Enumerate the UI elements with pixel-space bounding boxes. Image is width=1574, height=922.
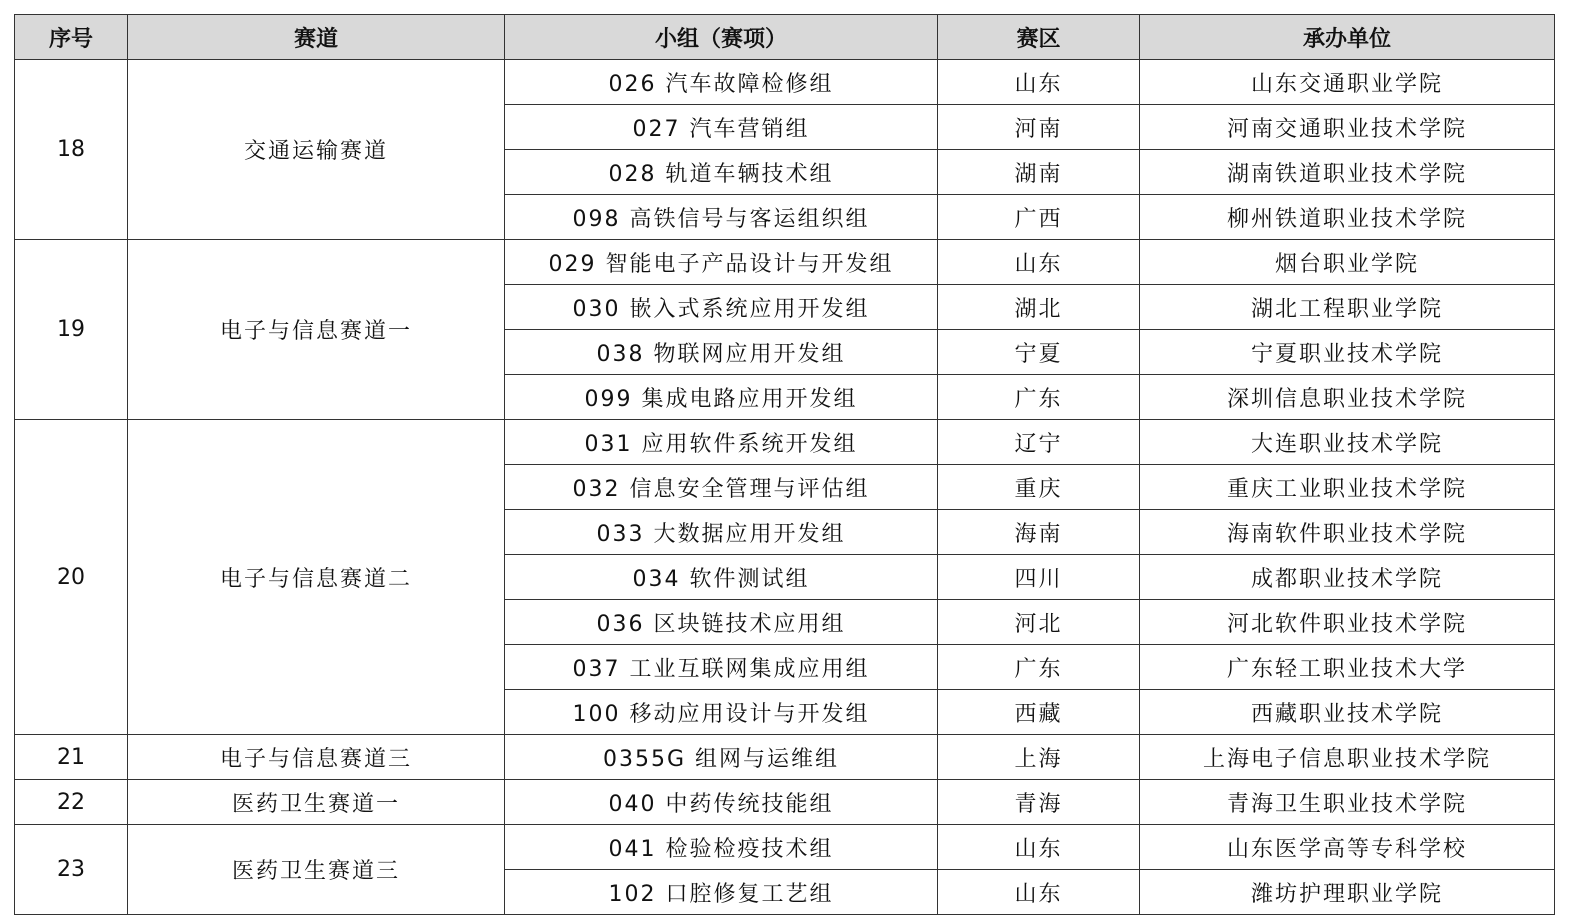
cell-region: 广东 — [938, 645, 1140, 690]
cell-org: 上海电子信息职业技术学院 — [1140, 735, 1555, 780]
cell-region: 重庆 — [938, 465, 1140, 510]
cell-region: 海南 — [938, 510, 1140, 555]
cell-org: 湖北工程职业学院 — [1140, 285, 1555, 330]
header-org: 承办单位 — [1140, 15, 1555, 60]
table-row — [15, 420, 1555, 465]
cell-org: 青海卫生职业技术学院 — [1140, 780, 1555, 825]
cell-seq: 22 — [15, 780, 128, 825]
cell-group: 0355G 组网与运维组 — [505, 735, 938, 780]
header-track: 赛道 — [128, 15, 505, 60]
cell-org: 湖南铁道职业技术学院 — [1140, 150, 1555, 195]
cell-group: 099 集成电路应用开发组 — [505, 375, 938, 420]
cell-org: 重庆工业职业技术学院 — [1140, 465, 1555, 510]
cell-track: 电子与信息赛道一 — [128, 240, 505, 420]
cell-group: 102 口腔修复工艺组 — [505, 870, 938, 915]
cell-region: 湖北 — [938, 285, 1140, 330]
header-seq: 序号 — [15, 15, 128, 60]
cell-org: 河南交通职业技术学院 — [1140, 105, 1555, 150]
cell-region: 山东 — [938, 825, 1140, 870]
cell-region: 宁夏 — [938, 330, 1140, 375]
cell-track: 交通运输赛道 — [128, 60, 505, 240]
cell-group: 030 嵌入式系统应用开发组 — [505, 285, 938, 330]
cell-track: 医药卫生赛道三 — [128, 825, 505, 915]
cell-org: 宁夏职业技术学院 — [1140, 330, 1555, 375]
cell-region: 青海 — [938, 780, 1140, 825]
cell-region: 广西 — [938, 195, 1140, 240]
table-row — [15, 825, 1555, 870]
cell-group: 036 区块链技术应用组 — [505, 600, 938, 645]
cell-org: 广东轻工职业技术大学 — [1140, 645, 1555, 690]
cell-org: 河北软件职业技术学院 — [1140, 600, 1555, 645]
table-header — [15, 15, 1555, 60]
cell-group: 028 轨道车辆技术组 — [505, 150, 938, 195]
header-region: 赛区 — [938, 15, 1140, 60]
cell-seq: 20 — [15, 420, 128, 735]
cell-group: 037 工业互联网集成应用组 — [505, 645, 938, 690]
cell-seq: 19 — [15, 240, 128, 420]
cell-group: 029 智能电子产品设计与开发组 — [505, 240, 938, 285]
cell-org: 成都职业技术学院 — [1140, 555, 1555, 600]
cell-region: 上海 — [938, 735, 1140, 780]
cell-track: 医药卫生赛道一 — [128, 780, 505, 825]
cell-track: 电子与信息赛道三 — [128, 735, 505, 780]
cell-group: 041 检验检疫技术组 — [505, 825, 938, 870]
cell-group: 038 物联网应用开发组 — [505, 330, 938, 375]
cell-org: 柳州铁道职业技术学院 — [1140, 195, 1555, 240]
cell-org: 深圳信息职业技术学院 — [1140, 375, 1555, 420]
cell-group: 034 软件测试组 — [505, 555, 938, 600]
cell-group: 031 应用软件系统开发组 — [505, 420, 938, 465]
table-row — [15, 735, 1555, 780]
cell-region: 四川 — [938, 555, 1140, 600]
table-row — [15, 60, 1555, 105]
cell-group: 100 移动应用设计与开发组 — [505, 690, 938, 735]
cell-region: 西藏 — [938, 690, 1140, 735]
cell-region: 山东 — [938, 60, 1140, 105]
cell-seq: 21 — [15, 735, 128, 780]
cell-org: 潍坊护理职业学院 — [1140, 870, 1555, 915]
cell-region: 山东 — [938, 870, 1140, 915]
header-row — [15, 15, 1555, 60]
cell-group: 027 汽车营销组 — [505, 105, 938, 150]
cell-group: 033 大数据应用开发组 — [505, 510, 938, 555]
cell-seq: 23 — [15, 825, 128, 915]
cell-group: 098 高铁信号与客运组织组 — [505, 195, 938, 240]
cell-group: 032 信息安全管理与评估组 — [505, 465, 938, 510]
cell-org: 大连职业技术学院 — [1140, 420, 1555, 465]
table-body — [15, 60, 1555, 915]
cell-region: 河南 — [938, 105, 1140, 150]
cell-seq: 18 — [15, 60, 128, 240]
cell-track: 电子与信息赛道二 — [128, 420, 505, 735]
table-row — [15, 780, 1555, 825]
cell-org: 西藏职业技术学院 — [1140, 690, 1555, 735]
cell-org: 烟台职业学院 — [1140, 240, 1555, 285]
cell-group: 040 中药传统技能组 — [505, 780, 938, 825]
cell-org: 山东交通职业学院 — [1140, 60, 1555, 105]
cell-org: 山东医学高等专科学校 — [1140, 825, 1555, 870]
cell-region: 湖南 — [938, 150, 1140, 195]
cell-region: 辽宁 — [938, 420, 1140, 465]
table-row — [15, 240, 1555, 285]
cell-group: 026 汽车故障检修组 — [505, 60, 938, 105]
header-group: 小组（赛项） — [505, 15, 938, 60]
competition-schedule-table — [14, 14, 1555, 915]
cell-region: 河北 — [938, 600, 1140, 645]
cell-org: 海南软件职业技术学院 — [1140, 510, 1555, 555]
cell-region: 山东 — [938, 240, 1140, 285]
cell-region: 广东 — [938, 375, 1140, 420]
